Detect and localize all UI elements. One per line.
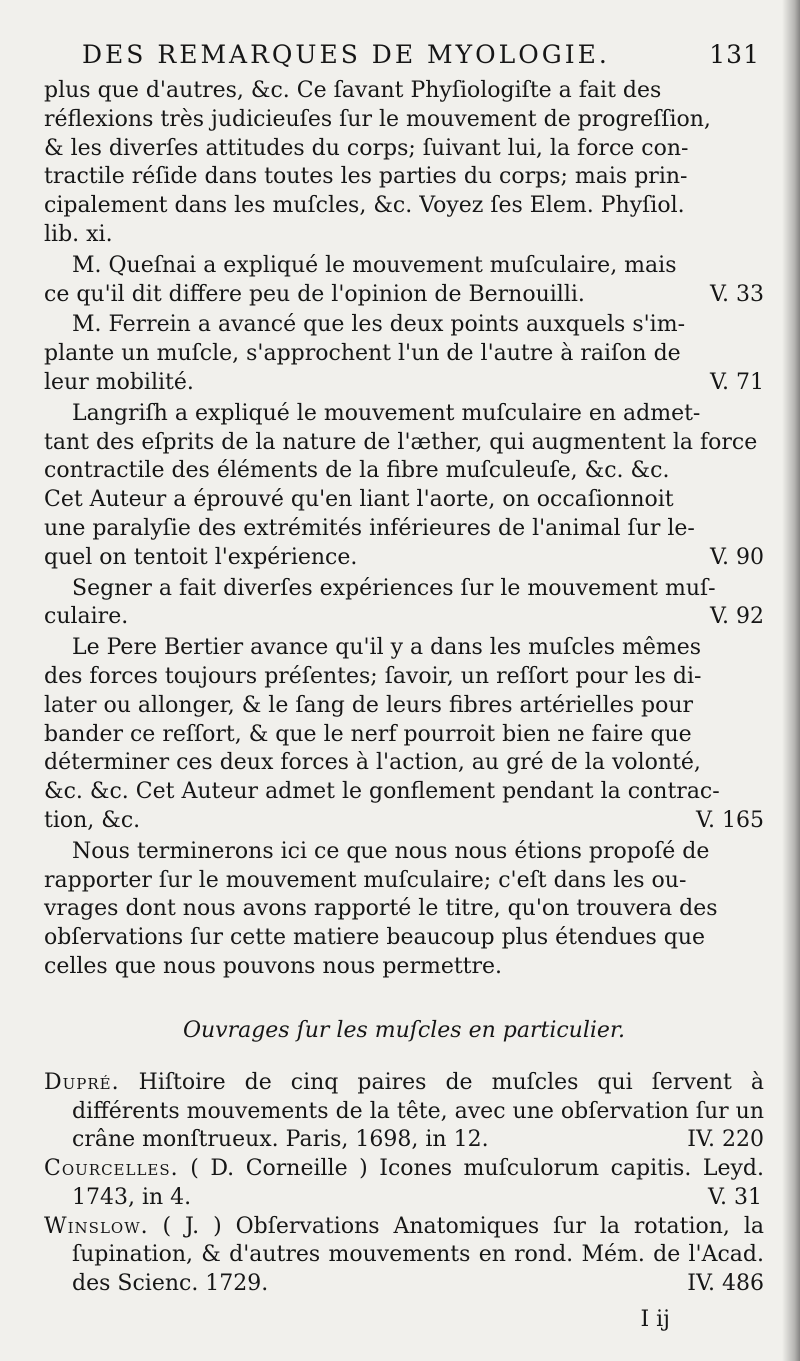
text-line: Segner a fait diverſes expériences ſur le mouvement muſ- <box>72 575 716 601</box>
volume-reference: V. 165 <box>695 807 764 833</box>
text-line: cipalement dans les muſcles, &c. Voyez ſes Elem. Phyſiol. <box>44 193 685 219</box>
text-line <box>44 369 764 398</box>
bibliography-entry <box>44 1069 764 1155</box>
section-title: Ouvrages ſur les muſcles en particulier. <box>182 1017 626 1043</box>
text-line: tant des eſprits de la nature de l'æther, qui augmentent la force <box>44 429 758 455</box>
body-paragraphs <box>44 77 764 982</box>
paragraph <box>44 634 764 836</box>
paragraph <box>44 252 764 310</box>
paragraph <box>44 311 764 397</box>
entry-author: Dupré. <box>44 1069 120 1095</box>
volume-reference: V. 31 <box>708 1184 763 1210</box>
line-text: ce qu'il dit differe peu de l'opinion de Bernouilli. <box>44 281 585 307</box>
text-line: celles que nous pouvons nous permettre. <box>44 953 503 979</box>
text-line <box>44 281 764 310</box>
page-edge-shadow <box>782 0 800 1361</box>
volume-reference: V. 92 <box>709 604 764 630</box>
text-line: Nous terminerons ici ce que nous nous étions propoſé de <box>72 838 710 864</box>
text-line: plus que d'autres, &c. Ce ſavant Phyſiologiſte a fait des <box>44 78 662 103</box>
text-line: bander ce reſſort, & que le nerf pourroit bien ne faire que <box>44 721 692 747</box>
text-line: M. Queſnai a expliqué le mouvement muſculaire, mais <box>72 252 677 278</box>
text-line: Cet Auteur a éprouvé qu'en liant l'aorte, on occaſionnoit <box>44 487 674 513</box>
line-text: leur mobilité. <box>44 369 194 395</box>
text-line: Langriſh a expliqué le mouvement muſculaire en admet- <box>72 400 701 426</box>
page-number: 131 <box>709 40 760 69</box>
bibliography-list <box>44 1069 764 1299</box>
paragraph <box>44 838 764 982</box>
paragraph <box>44 77 764 250</box>
text-line: vrages dont nous avons rapporté le titre, qu'on trouvera des <box>44 896 718 922</box>
text-line: Le Pere Bertier avance qu'il y a dans les muſcles mêmes <box>72 635 702 661</box>
entry-author: Courcelles. <box>44 1156 179 1182</box>
running-header <box>82 40 764 69</box>
text-line: lib. xi. <box>44 221 113 247</box>
text-line: later ou allonger, & le ſang de leurs fibres artérielles pour <box>44 692 693 718</box>
text-block <box>44 40 764 1332</box>
text-line: réflexions très judicieuſes ſur le mouvement de progreſſion, <box>44 106 711 132</box>
bibliography-entry <box>44 1155 764 1213</box>
line-text: tion, &c. <box>44 807 141 833</box>
text-line <box>44 544 764 573</box>
running-title: DES REMARQUES DE MYOLOGIE. <box>82 40 610 69</box>
volume-reference: V. 71 <box>709 369 764 395</box>
volume-reference: V. 90 <box>709 544 764 570</box>
text-line: tractile réſide dans toutes les parties du corps; mais prin- <box>44 164 688 190</box>
text-line: & les diverſes attitudes du corps; ſuivant lui, la force con- <box>44 135 689 161</box>
text-line: des forces toujours préſentes; ſavoir, un reſſort pour les di- <box>44 663 702 689</box>
signature-mark: I ij <box>640 1307 670 1333</box>
volume-reference: IV. 486 <box>687 1271 764 1297</box>
text-line <box>44 603 764 632</box>
text-line: obſervations ſur cette matiere beaucoup plus étendues que <box>44 925 706 951</box>
entry-text: ( D. Corneille ) Icones muſculorum capitis. Leyd. 1743, in 4. <box>72 1156 764 1210</box>
text-line: une paralyſie des extrémités inférieures de l'animal ſur le- <box>44 515 695 541</box>
text-line: rapporter ſur le mouvement muſculaire; c'eſt dans les ou- <box>44 867 687 893</box>
text-line: plante un muſcle, s'approchent l'un de l'autre à raiſon de <box>44 341 681 367</box>
paragraph <box>44 400 764 573</box>
entry-text: ( J. ) Obſervations Anatomiques ſur la rotation, la ſupination, & d'autres mouvements en rond. Mém. de l'Acad. des Scienc. 1729. <box>72 1213 764 1297</box>
text-line <box>44 807 764 836</box>
line-text: quel on tentoit l'expérience. <box>44 544 358 570</box>
volume-reference: V. 33 <box>709 281 764 307</box>
text-line: &c. &c. Cet Auteur admet le gonflement pendant la contrac- <box>44 779 720 805</box>
text-line: M. Ferrein a avancé que les deux points auxquels s'im- <box>72 312 686 338</box>
entry-text: Hiſtoire de cinq paires de muſcles qui ſervent à différents mouvements de la tête, avec une obſervation ſur un crâne monſtrueux. Paris, 1698, in 12. <box>72 1069 764 1153</box>
text-line: contractile des éléments de la fibre muſculeuſe, &c. &c. <box>44 458 670 484</box>
text-line: déterminer ces deux forces à l'action, au gré de la volonté, <box>44 750 701 776</box>
volume-reference: IV. 220 <box>687 1127 764 1153</box>
entry-author: Winslow. <box>44 1213 149 1239</box>
bibliography-entry <box>44 1213 764 1299</box>
paragraph <box>44 575 764 633</box>
line-text: culaire. <box>44 604 129 630</box>
